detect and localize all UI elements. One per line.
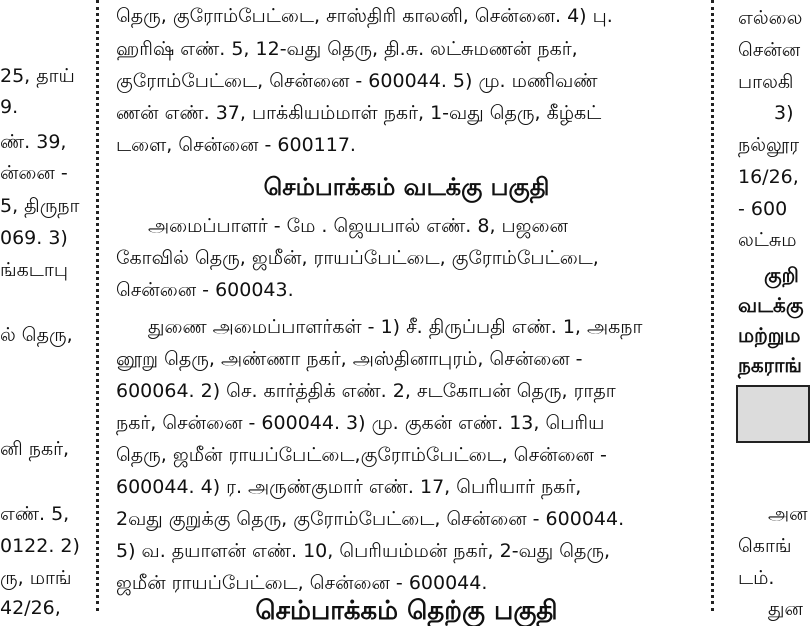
next-section-heading: செம்பாக்கம் தெற்கு பகுதி: [255, 596, 558, 626]
left-line: ண். 39,: [0, 131, 67, 153]
right-line: 16/26,: [738, 166, 799, 188]
right-line: நல்லூர: [738, 134, 800, 156]
right-line: சென்ன: [738, 39, 801, 61]
article-line: குரோம்பேட்டை, சென்னை - 600044. 5) மு. மணிவண்: [116, 70, 598, 92]
column-divider: [711, 0, 714, 611]
deputy-line: ஜமீன் ராயப்பேட்டை, சென்னை - 600044.: [116, 572, 488, 594]
middle-column: [104, 0, 709, 611]
right-line: டம்.: [738, 567, 775, 589]
right-bold-line: வடக்கு: [738, 293, 804, 317]
left-line: எண். 5,: [0, 503, 70, 525]
right-line: 3): [774, 102, 794, 124]
right-column: [720, 0, 808, 620]
shaded-box: [736, 385, 810, 443]
left-line: ரு, மாங்: [0, 567, 72, 589]
organizer-line: அமைப்பாளர் - மே . ஜெயபால் எண். 8, பஜனை: [148, 215, 568, 237]
left-line: 0122. 2): [0, 535, 80, 557]
right-bold-line: மற்றும: [738, 323, 801, 347]
left-column: [0, 0, 94, 619]
deputy-line: னூறு தெரு, அண்ணா நகர், அஸ்தினாபுரம், சென்னை -: [116, 348, 583, 370]
left-line: ல் தெரு,: [0, 324, 73, 346]
column-divider: [96, 0, 99, 611]
right-line: எல்லை: [738, 7, 803, 29]
deputy-line: 2வது குறுக்கு தெரு, குரோம்பேட்டை, சென்னை - 600044.: [116, 508, 625, 530]
left-line: 5, திருநா: [0, 195, 80, 217]
article-line: ணன் எண். 37, பாக்கியம்மாள் நகர், 1-வது தெரு, கீழ்கட்: [116, 102, 602, 124]
left-line: ன்னை -: [0, 162, 68, 184]
left-line: னி நகர்,: [0, 438, 70, 460]
left-line: 42/26,: [0, 597, 61, 619]
section-heading: செம்பாக்கம் வடக்கு பகுதி: [263, 173, 550, 201]
organizer-line: கோவில் தெரு, ஜமீன், ராயப்பேட்டை, குரோம்பேட்டை,: [116, 247, 599, 269]
right-line: துன: [768, 598, 803, 620]
right-line: கொங்: [738, 535, 792, 557]
article-line: ஹரிஷ் எண். 5, 12-வது தெரு, தி.சு. லட்சுமணன் நகர்,: [116, 38, 578, 60]
organizer-line: சென்னை - 600043.: [116, 279, 294, 301]
deputy-line: 600044. 4) ர. அருண்குமார் எண். 17, பெரியார் நகர்,: [116, 476, 582, 498]
right-line: லட்சும: [738, 229, 797, 251]
deputy-line: தெரு, ஜமீன் ராயப்பேட்டை,குரோம்பேட்டை, சென்னை -: [116, 444, 607, 466]
right-bold-line: குறி: [764, 263, 799, 287]
right-line: அன: [768, 503, 808, 525]
left-line: 25, தாய்: [0, 65, 75, 87]
left-line: 9.: [0, 96, 19, 118]
article-line: தெரு, குரோம்பேட்டை, சாஸ்திரி காலனி, சென்னை. 4) பு.: [116, 5, 613, 27]
deputy-line: 600064. 2) செ. கார்த்திக் எண். 2, சடகோபன் தெரு, ராதா: [116, 380, 616, 402]
right-line: - 600: [738, 198, 788, 220]
deputy-line: துணை அமைப்பாளர்கள் - 1) சீ. திருப்பதி எண். 1, அகநா: [148, 316, 643, 338]
right-line: பாலகி: [738, 71, 794, 93]
article-line: டளை, சென்னை - 600117.: [116, 134, 356, 156]
deputy-line: நகர், சென்னை - 600044. 3) மு. குகன் எண். 13, பெரிய: [116, 412, 605, 434]
left-line: ங்கடாபு: [0, 259, 68, 281]
right-bold-line: நகராங்: [738, 353, 802, 377]
deputy-line: 5) வ. தயாளன் எண். 10, பெரியம்மன் நகர், 2-வது தெரு,: [116, 540, 611, 562]
left-line: 069. 3): [0, 227, 68, 249]
